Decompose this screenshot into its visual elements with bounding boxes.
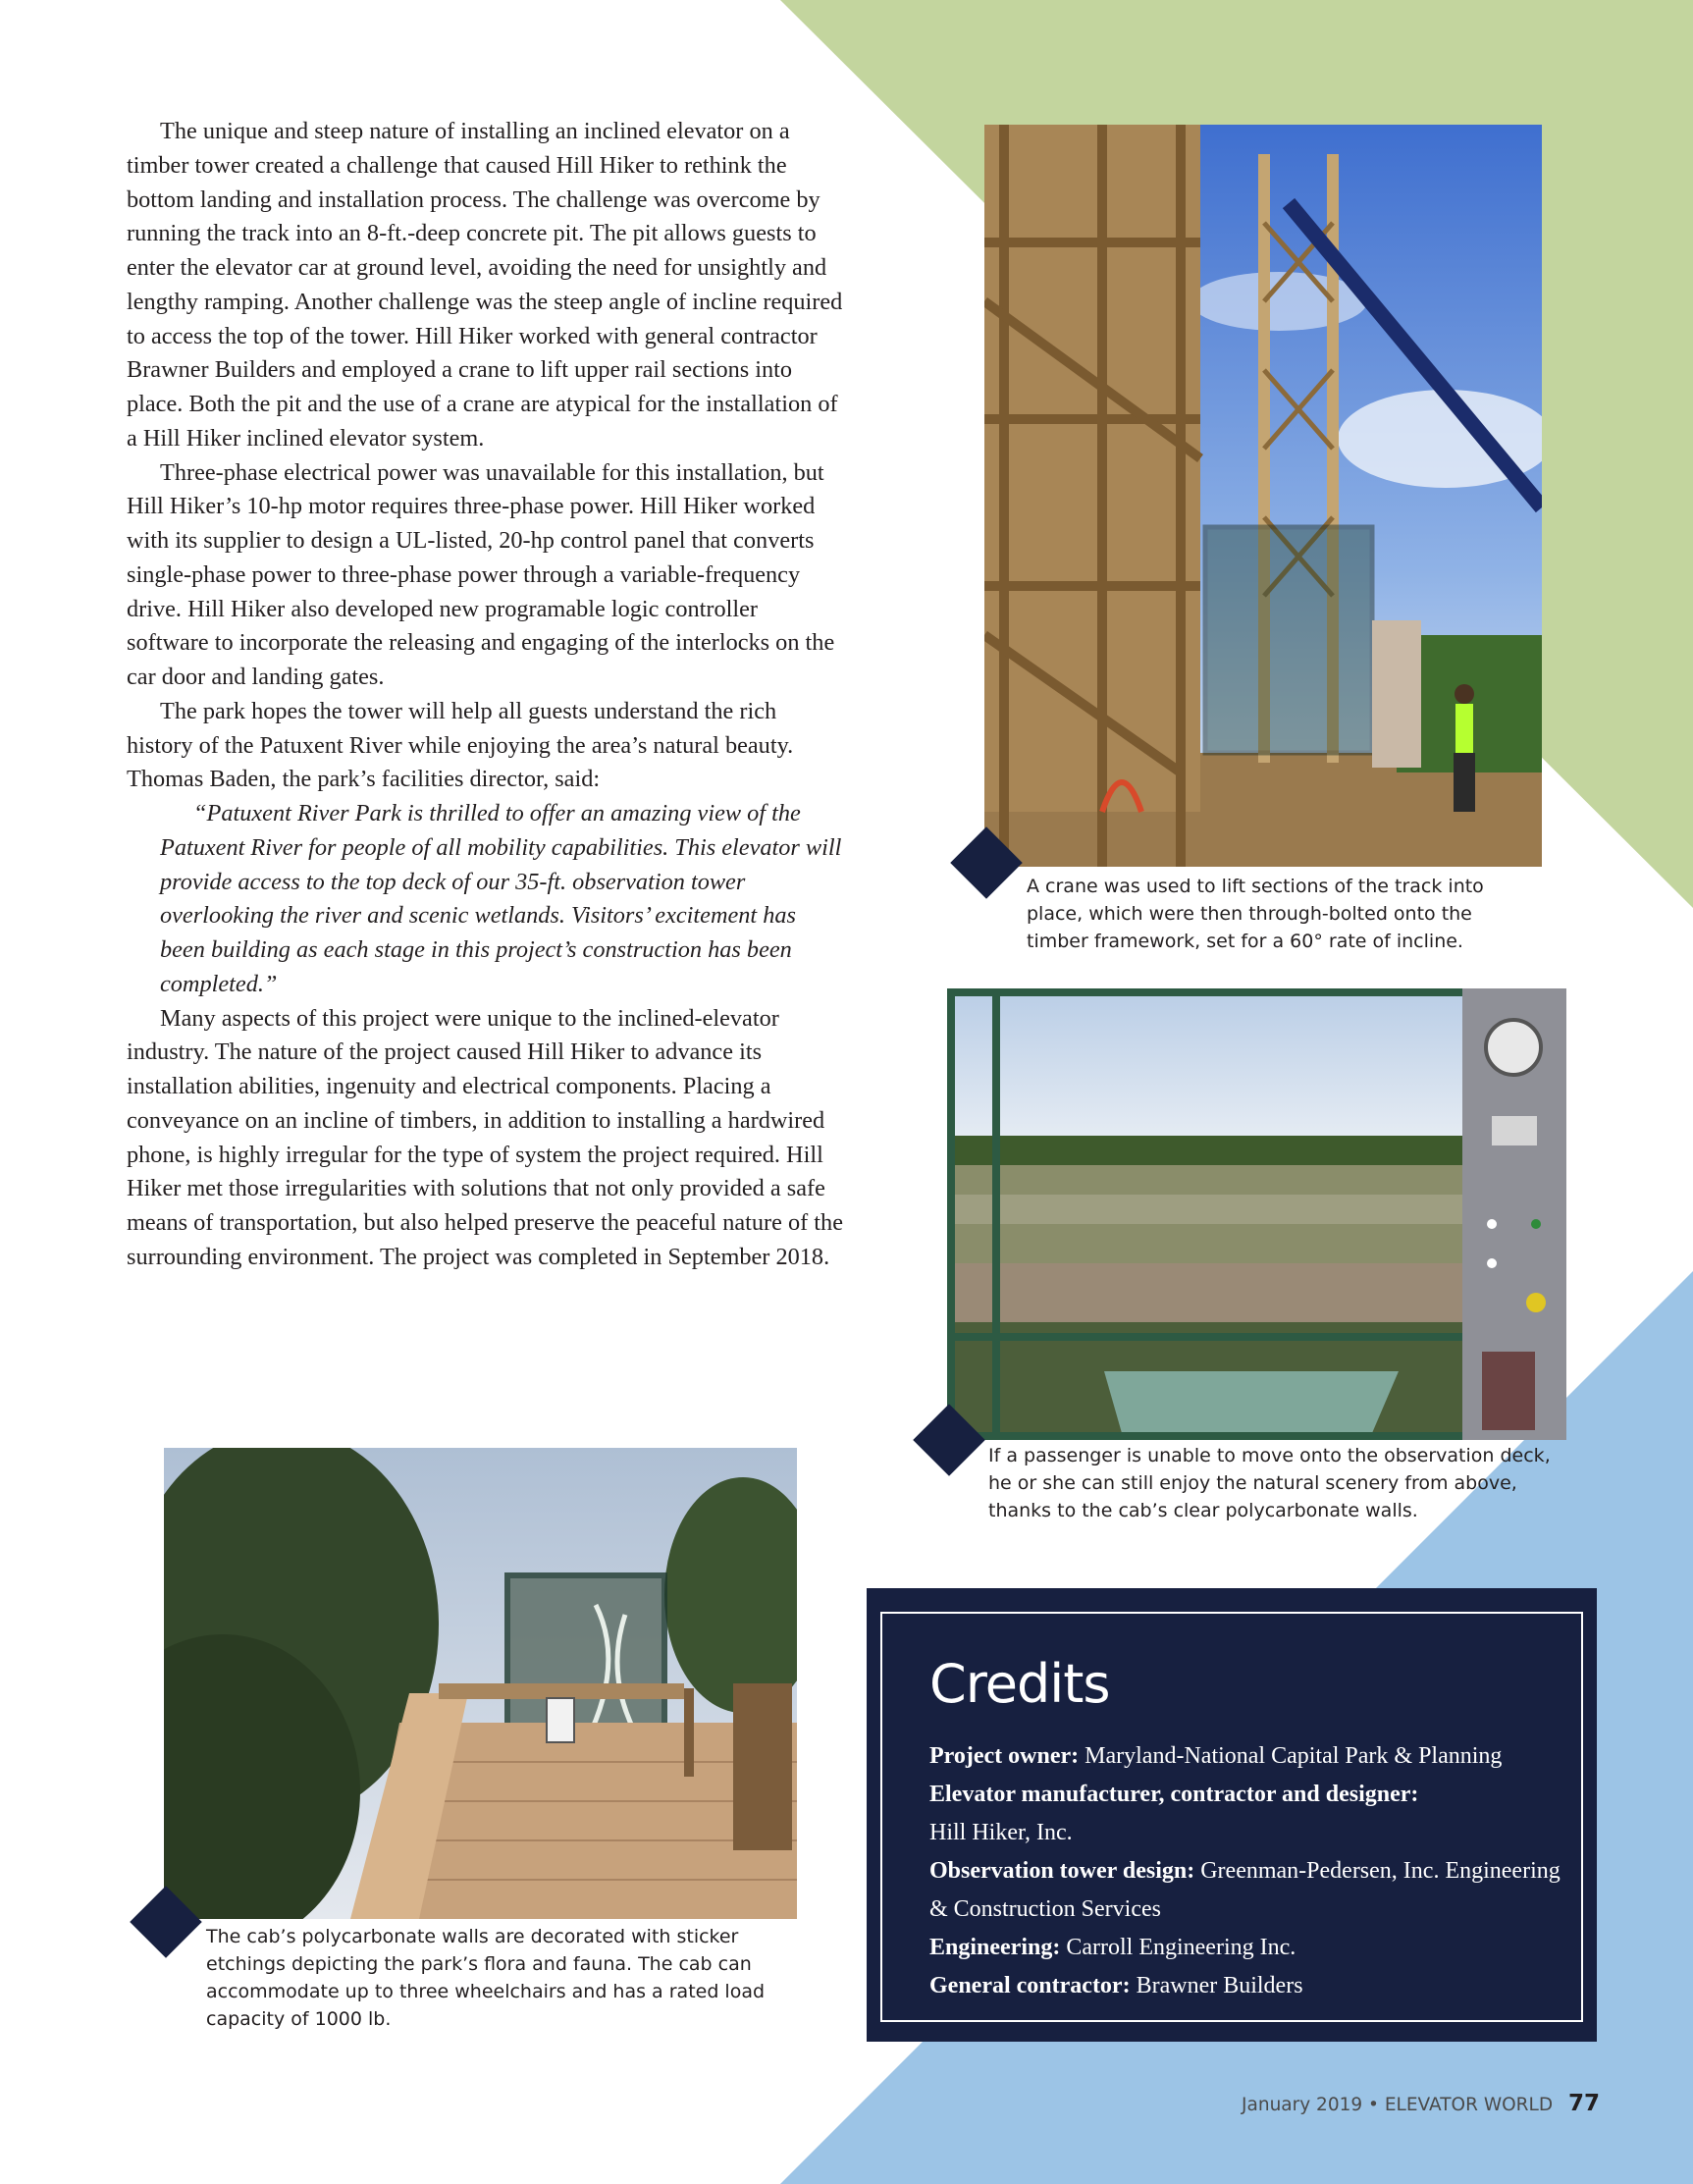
credit-value: Carroll Engineering Inc. [1060,1935,1296,1960]
credit-label: General contractor: [929,1973,1131,1998]
credit-value: Greenman-Pedersen, Inc. Engineering & Construction Services [929,1858,1561,1922]
page-footer [1242,2091,1600,2116]
credit-entry [929,1967,1567,2005]
credit-value: Hill Hiker, Inc. [929,1820,1073,1845]
caption-cab: The cab’s polycarbonate walls are decorated with sticker etchings depicting the park’s flora and fauna. The cab can accommodate up to three wheelchairs and has a rated load capacity of 1000 lb. [206,1926,766,2030]
caption-view: If a passenger is unable to move onto the observation deck, he or she can still enjoy the natural scenery from above, thanks to the cab’s clear polycarbonate walls. [988,1445,1551,1521]
credit-entry [929,1929,1567,1967]
caption-crane: A crane was used to lift sections of the track into place, which were then through-bolted onto the timber framework, set for a 60° rate of incline. [1027,876,1484,952]
credit-label: Elevator manufacturer, contractor and designer: [929,1782,1419,1807]
credits-list [929,1737,1567,2005]
credit-value: Brawner Builders [1130,1973,1303,1998]
credit-label: Engineering: [929,1935,1061,1960]
credits-border [880,1612,1583,2022]
article-body [127,115,843,1275]
credit-entry [929,1852,1567,1929]
photo-cab-deck [164,1448,797,1919]
paragraph: The park hopes the tower will help all guests understand the rich history of the Patuxent River while enjoying the area’s natural beauty. Thomas Baden, the park’s facilities director, said: [127,697,794,793]
credit-entry [929,1737,1567,1776]
credit-value: Maryland-National Capital Park & Planning [1079,1743,1503,1769]
photo-cab-view [947,988,1566,1440]
page-number: 77 [1567,2091,1600,2116]
credit-label: Project owner: [929,1743,1080,1769]
magazine-name: ELEVATOR WORLD [1384,2095,1554,2115]
credit-entry [929,1776,1567,1852]
issue-date: January 2019 [1242,2095,1363,2115]
quote: “Patuxent River Park is thrilled to offer an amazing view of the Patuxent River for people of all mobility capabilities. This elevator will provide access to the top deck of our 35-ft. observation tower overlooking the river and scenic wetlands. Visitors’ excitement has been building as each stage in this project’s construction has been completed.” [160,800,842,997]
credit-label: Observation tower design: [929,1858,1195,1884]
paragraph: Three-phase electrical power was unavailable for this installation, but Hill Hiker’s 10-hp motor requires three-phase power. Hill Hiker worked with its supplier to design a UL-listed, 20-hp control panel that converts single-phase power to three-phase power through a variable-frequency drive. Hill Hiker also developed new programable logic controller software to incorporate the releasing and engaging of the interlocks on the car door and landing gates. [127,458,835,690]
credits-box [867,1588,1597,2042]
paragraph: The unique and steep nature of installing an inclined elevator on a timber tower created a challenge that caused Hill Hiker to rethink the bottom landing and installation process. The challenge was overcome by running the track into an 8-ft.-deep concrete pit. The pit allows guests to enter the elevator car at ground level, avoiding the need for unsightly and lengthy ramping. Another challenge was the steep angle of incline required to access the top of the tower. Hill Hiker worked with general contractor Brawner Builders and employed a crane to lift upper rail sections into place. Both the pit and the use of a crane are atypical for the installation of a Hill Hiker inclined elevator system. [127,118,843,452]
paragraph: Many aspects of this project were unique to the inclined-elevator industry. The nature of the project caused Hill Hiker to advance its installation abilities, ingenuity and electrical components. Placing a conveyance on an incline of timbers, in addition to installing a hardwired phone, is highly irregular for the type of system the project required. Hill Hiker met those irregularities with solutions that not only provided a safe means of transportation, but also helped preserve the peaceful nature of the surrounding environment. The project was completed in September 2018. [127,1004,843,1270]
footer-separator: • [1368,2095,1379,2115]
credits-title: Credits [929,1653,1110,1715]
photo-crane-tower [984,125,1542,867]
